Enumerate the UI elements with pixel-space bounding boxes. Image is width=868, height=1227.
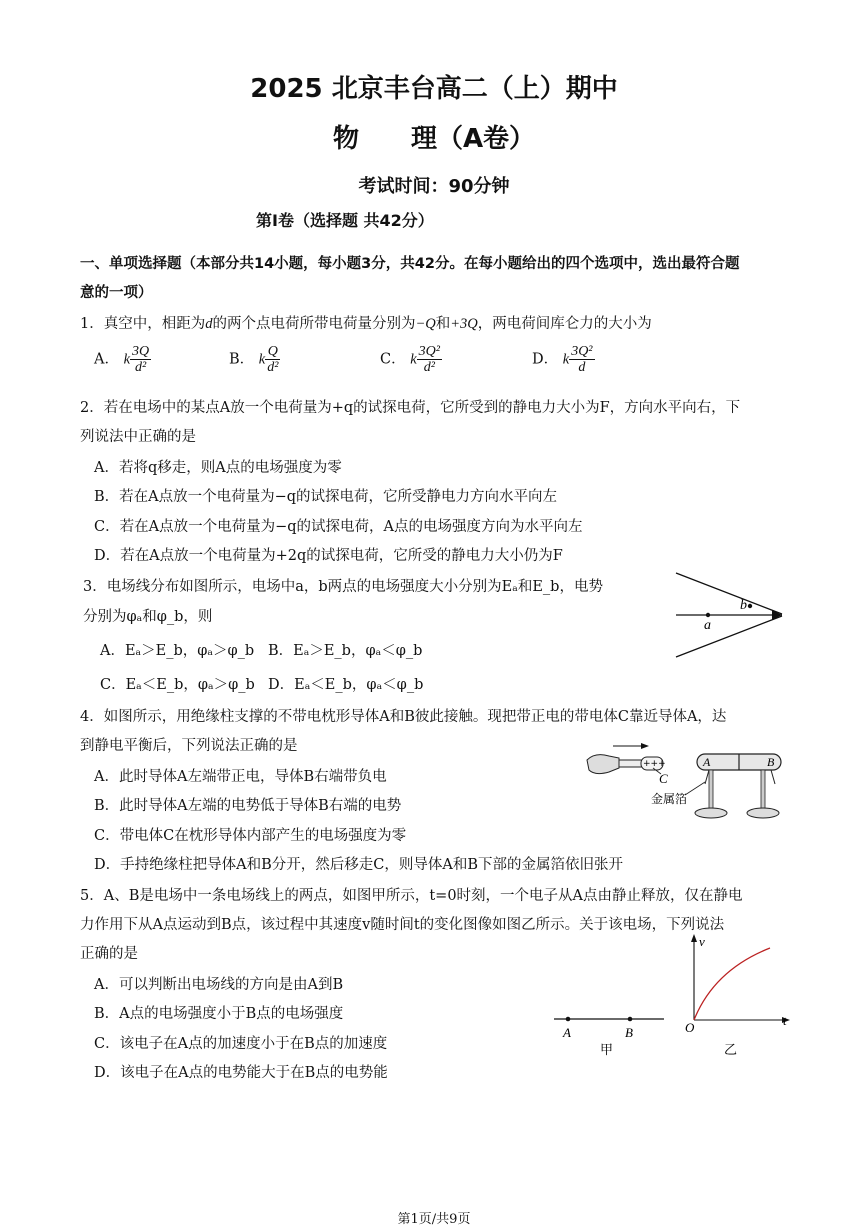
q2-option-a[interactable]: A．若将q移走，则A点的电场强度为零 xyxy=(94,460,342,476)
q5-label-b: B xyxy=(625,1025,633,1040)
q5-caption-jia: 甲 xyxy=(600,1043,614,1058)
q3-option-b[interactable]: B．Eₐ＞E_b，φₐ＜φ_b xyxy=(268,643,423,659)
exam-time: 考试时间：90分钟 xyxy=(358,176,510,197)
q5-axis-v: v xyxy=(699,934,705,949)
q4-conductor-figure xyxy=(585,740,790,825)
subject-title: 物 理（A卷） xyxy=(332,124,536,154)
q5-option-c[interactable]: C．该电子在A点的加速度小于在B点的加速度 xyxy=(94,1036,388,1052)
q4-option-c[interactable]: C．带电体C在枕形导体内部产生的电场强度为零 xyxy=(94,828,407,844)
q4-foil-label: 金属箔 xyxy=(651,792,688,806)
exam-title: 2025 北京丰台高二（上）期中 xyxy=(250,74,618,104)
q3-option-d[interactable]: D．Eₐ＜E_b，φₐ＜φ_b xyxy=(268,677,424,693)
q3-stem-line2: 分别为φₐ和φ_b，则 xyxy=(83,609,213,625)
q3-option-c[interactable]: C．Eₐ＜E_b，φₐ＞φ_b xyxy=(100,677,255,693)
q2-option-c[interactable]: C．若在A点放一个电荷量为−q的试探电荷，A点的电场强度方向为水平向左 xyxy=(94,519,583,535)
page-number: 第1页/共9页 xyxy=(397,1212,471,1227)
q4-charges: +++ xyxy=(643,759,666,769)
volume-heading: 第Ⅰ卷（选择题 共42分） xyxy=(256,211,434,230)
q1-stem: 1．真空中，相距为d的两个点电荷所带电荷量分别为−Q和+3Q，两电荷间库仑力的大小为 xyxy=(80,316,652,332)
q4-stem-line1: 4．如图所示，用绝缘柱支撑的不带电枕形导体A和B彼此接触。现把带正电的带电体C靠近导体A，达 xyxy=(80,709,727,725)
section-heading-line1: 一、单项选择题（本部分共14小题，每小题3分，共42分。在每小题给出的四个选项中，选出最符合题 xyxy=(80,256,740,272)
q5-axis-t: t xyxy=(783,1013,787,1028)
q5-option-b[interactable]: B．A点的电场强度小于B点的电场强度 xyxy=(94,1006,344,1022)
q1-option-d[interactable]: D． k $\frac{\text{3Q²}}{d}$ xyxy=(532,344,593,375)
q2-option-b[interactable]: B．若在A点放一个电荷量为−q的试探电荷，它所受静电力方向水平向左 xyxy=(94,489,558,505)
q1-option-c[interactable]: C． k $\frac{\text{3Q²}}{\text{d²}}$ xyxy=(380,344,440,375)
q1-option-b[interactable]: B． k $\frac{Q}{\text{d²}}$ xyxy=(229,344,279,375)
q3-option-a[interactable]: A．Eₐ＞E_b，φₐ＞φ_b xyxy=(100,643,255,659)
q3-field-lines-figure xyxy=(670,565,790,665)
q5-stem-line2: 力作用下从A点运动到B点，该过程中其速度v随时间t的变化图像如图乙所示。关于该电场，下列说法 xyxy=(80,917,725,933)
q2-stem-line2: 列说法中正确的是 xyxy=(80,429,196,445)
q4-option-b[interactable]: B．此时导体A左端的电势低于导体B右端的电势 xyxy=(94,798,402,814)
q4-label-a: A xyxy=(703,755,711,769)
q4-stem-line2: 到静电平衡后，下列说法正确的是 xyxy=(80,738,298,754)
q4-label-b: B xyxy=(767,755,775,769)
q3-label-a: a xyxy=(704,618,711,633)
q1-option-a[interactable]: A． k $\frac{3Q}{\text{d²}}$ xyxy=(94,344,150,375)
q2-stem-line1: 2．若在电场中的某点A放一个电荷量为+q的试探电荷，它所受到的静电力大小为F，方向水平向右，下 xyxy=(80,400,741,416)
q5-option-a[interactable]: A．可以判断出电场线的方向是由A到B xyxy=(94,977,344,993)
q4-option-d[interactable]: D．手持绝缘柱把导体A和B分开，然后移走C，则导体A和B下部的金属箔依旧张开 xyxy=(94,857,623,873)
q3-label-b: b xyxy=(740,598,747,613)
section-heading-line2: 意的一项） xyxy=(80,285,153,301)
q5-stem-line3: 正确的是 xyxy=(80,946,138,962)
q5-option-d[interactable]: D．该电子在A点的电势能大于在B点的电势能 xyxy=(94,1065,388,1081)
q5-vt-graph xyxy=(682,932,794,1062)
q2-option-d[interactable]: D．若在A点放一个电荷量为+2q的试探电荷，它所受的静电力大小仍为F xyxy=(94,548,563,564)
q5-origin: O xyxy=(685,1020,695,1035)
q4-label-c: C xyxy=(659,771,668,786)
q5-caption-yi: 乙 xyxy=(724,1043,738,1058)
q4-option-a[interactable]: A．此时导体A左端带正电，导体B右端带负电 xyxy=(94,769,387,785)
q5-stem-line1: 5．A、B是电场中一条电场线上的两点，如图甲所示，t=0时刻，一个电子从A点由静止释放，仅在静电 xyxy=(80,888,743,904)
q3-stem-line1: 3．电场线分布如图所示，电场中a，b两点的电场强度大小分别为Eₐ和E_b，电势 xyxy=(83,579,603,595)
q5-figure-jia xyxy=(552,1005,672,1060)
q5-label-a: A xyxy=(563,1025,571,1040)
